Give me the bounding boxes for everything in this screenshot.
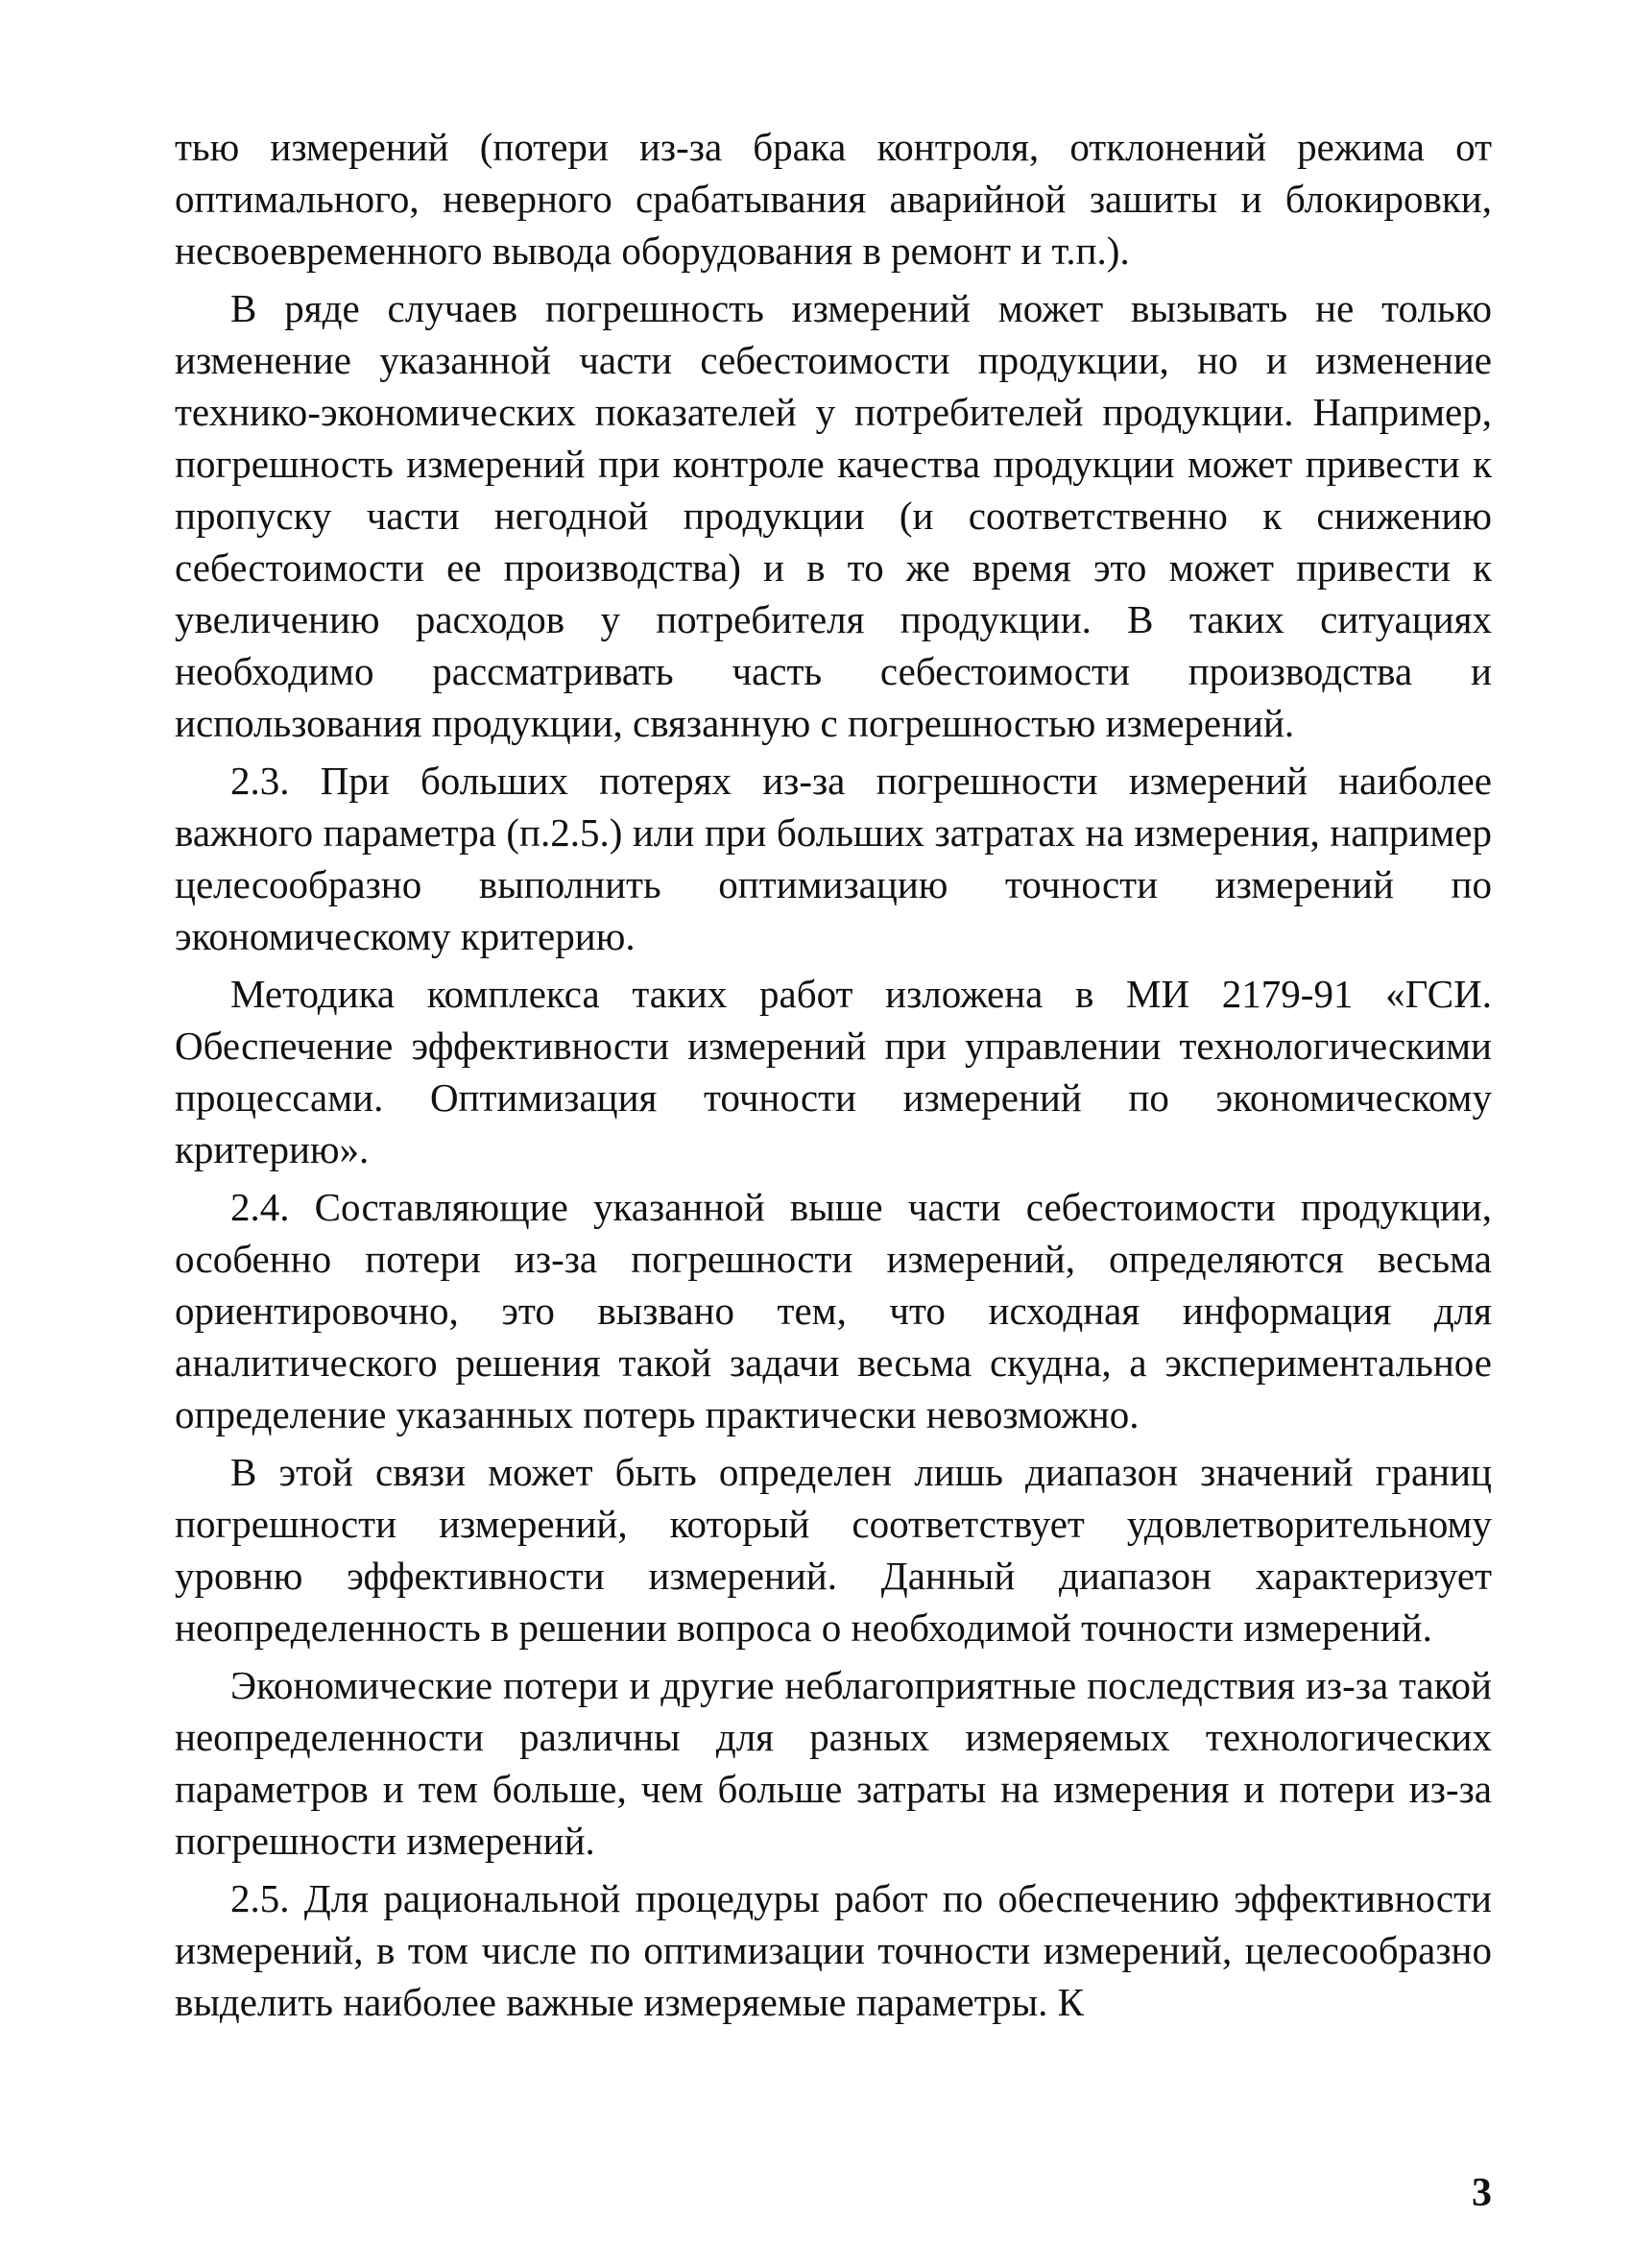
- paragraph-measurement-error-effects: В ряде случаев погрешность измерений может вызывать не только изменение указанной части себестоимости продукции, но и изменение технико-экономических показателей у потребителей продукции. Например, погрешность измерений при контроле качества продукции может привести к пропуску части негодной продукции (и соответственно к снижению себестоимости ее производства) и в то же время это может привести к увеличению расходов у потребителя продукции. В таких ситуациях необходимо рассматривать часть себестоимости производства и использования продукции, связанную с погрешностью измерений.: [175, 286, 1492, 745]
- paragraph-continuation: тью измерений (потери из-за брака контроля, отклонений режима от оптимального, неверного срабатывания аварийной зашиты и блокировки, несвоевременного вывода оборудования в ремонт и т.п.).: [175, 125, 1492, 273]
- paragraph-section-2-4: 2.4. Составляющие указанной выше части себестоимости продукции, особенно потери из-за погрешности измерений, определяются весьма ориентировочно, это вызвано тем, что исходная информация для аналитического решения такой задачи весьма скудна, а экспериментальное определение указанных потерь практически невозможно.: [175, 1185, 1492, 1436]
- paragraph-economic-losses: Экономические потери и другие неблагоприятные последствия из-за такой неопределенности различны для разных измеряемых технологических параметров и тем больше, чем больше затраты на измерения и потери из-за погрешности измерений.: [175, 1663, 1492, 1863]
- body-text: [175, 121, 1492, 2034]
- paragraph-methodology: Методика комплекса таких работ изложена в МИ 2179-91 «ГСИ. Обеспечение эффективности измерений при управлении технологическими процессами. Оптимизация точности измерений по экономическому критерию».: [175, 972, 1492, 1171]
- page-number: 3: [1472, 2171, 1492, 2215]
- paragraph-section-2-3: 2.3. При больших потерях из-за погрешности измерений наиболее важного параметра (п.2.5.) или при больших затратах на измерения, например целесообразно выполнить оптимизацию точности измерений по экономическому критерию.: [175, 759, 1492, 958]
- paragraph-section-2-5: 2.5. Для рациональной процедуры работ по обеспечению эффективности измерений, в том числе по оптимизации точности измерений, целесообразно выделить наиболее важные измеряемые параметры. К: [175, 1876, 1492, 2024]
- paragraph-error-range: В этой связи может быть определен лишь диапазон значений границ погрешности измерений, который соответствует удовлетворительному уровню эффективности измерений. Данный диапазон характеризует неопределенность в решении вопроса о необходимой точности измерений.: [175, 1450, 1492, 1650]
